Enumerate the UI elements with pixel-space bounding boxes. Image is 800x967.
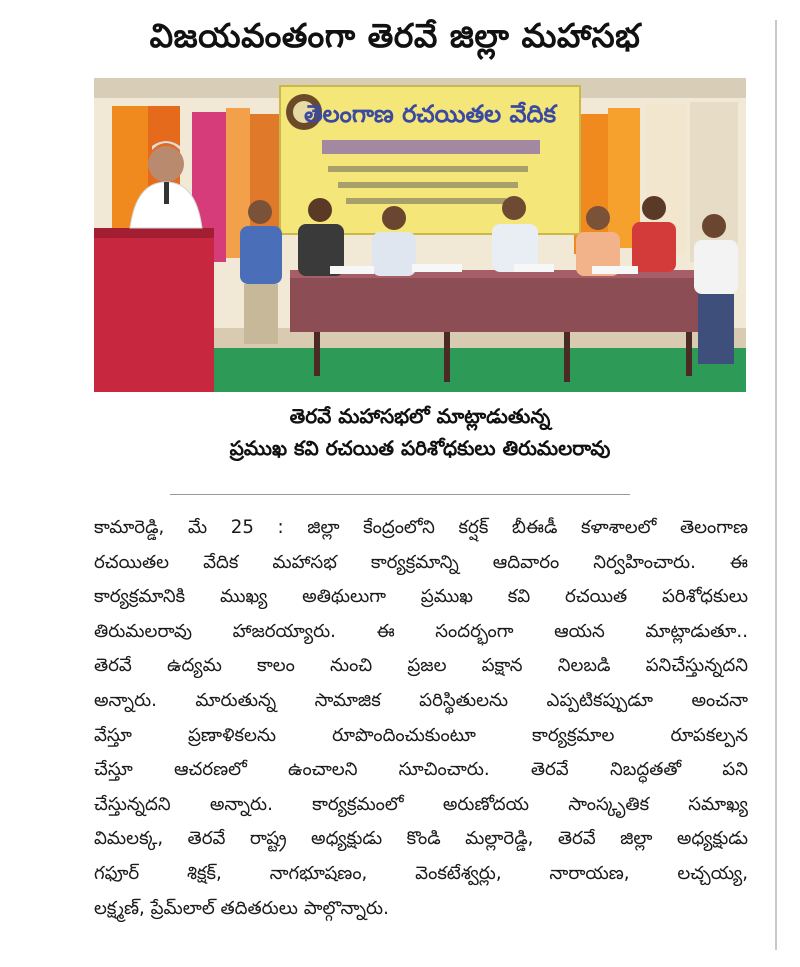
article-line: అన్నారు. మారుతున్న సామాజిక పరిస్థితులను ఎప్పటికప్పుడూ అంచనా	[94, 689, 748, 711]
article-line: లక్ష్మణ్, ప్రేమ్‌లాల్ తదితరులు పాల్గొన్నారు.	[94, 897, 389, 919]
article-line: తిరుమలరావు హాజరయ్యారు. ఈ సందర్భంగా ఆయన మాట్లాడుతూ..	[94, 620, 748, 642]
article-line: తెరవే ఉద్యమ కాలం నుంచి ప్రజల పక్షాన నిలబడి పనిచేస్తున్నదని	[94, 655, 748, 677]
article-body	[94, 511, 748, 926]
banner-title: తెలంగాణ రచయితల వేదిక	[303, 100, 557, 128]
article-line: చేస్తూ ఆచరణలో ఉంచాలని సూచించారు. తెరవే నిబద్ధతతో పని	[94, 759, 748, 781]
headline: విజయవంతంగా తెరవే జిల్లా మహాసభ	[149, 16, 641, 55]
caption-divider	[170, 494, 630, 495]
caption-line-2: ప్రముఖ కవి రచయిత పరిశోధకులు తిరుమలరావు	[229, 436, 611, 460]
article-line: విమలక్క, తెరవే రాష్ట్ర అధ్యక్షుడు కొండి మల్లారెడ్డి, తెరవే జిల్లా అధ్యక్షుడు	[94, 828, 748, 850]
article-line: వేస్తూ ప్రణాళికలను రూపొందించుకుంటూ కార్యక్రమాల రూపకల్పన	[94, 724, 748, 746]
event-photo	[94, 78, 746, 392]
column-divider	[775, 20, 777, 950]
article-line: చేస్తున్నదని అన్నారు. కార్యక్రమంలో అరుణోదయ సాంస్కృతిక సమాఖ్య	[94, 793, 748, 815]
caption-line-1: తెరవే మహాసభలో మాట్లాడుతున్న	[289, 404, 551, 428]
article-line: రచయితల వేదిక మహాసభ కార్యక్రమాన్ని ఆదివారం నిర్వహించారు. ఈ	[94, 551, 748, 573]
article-line: కార్యక్రమానికి ముఖ్య అతిథులుగా ప్రముఖ కవి రచయిత పరిశోధకులు	[94, 586, 748, 608]
article-line: కామారెడ్డి, మే 25 : జిల్లా కేంద్రంలోని కర్షక్ బీఈడీ కళాశాలలో తెలంగాణ	[94, 517, 748, 538]
article-line: గఫూర్ శిక్షక్, నాగభూషణం, వెంకటేశ్వర్లు, నారాయణ, లచ్చయ్య,	[94, 862, 748, 884]
photo-caption	[150, 400, 690, 464]
